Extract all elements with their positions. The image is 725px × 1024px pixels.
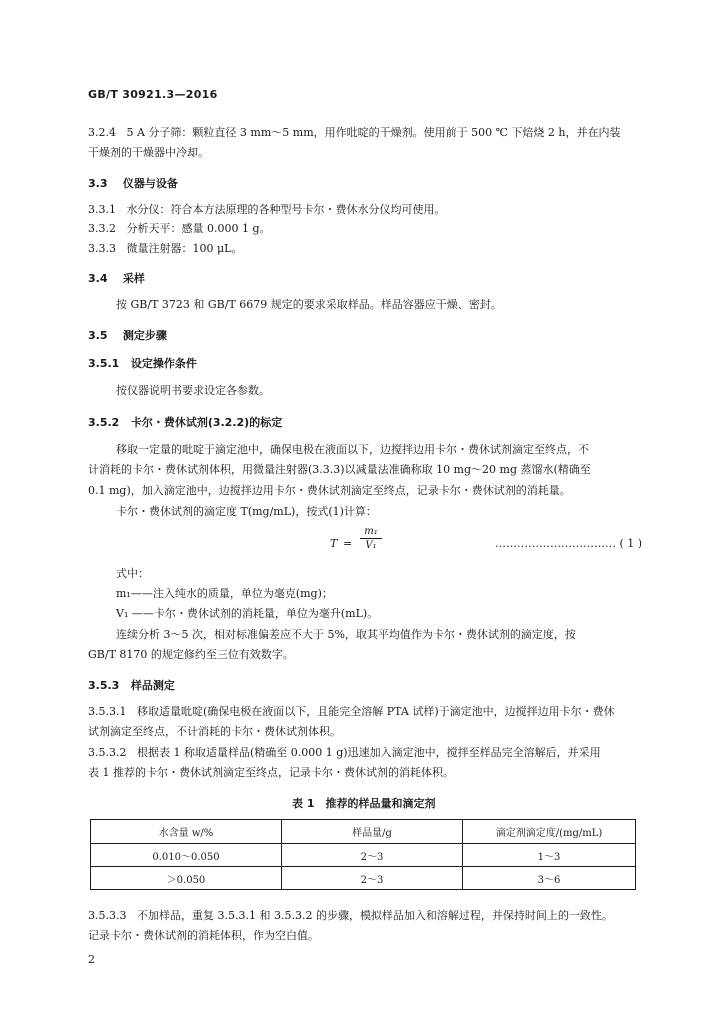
table-cell: 1～3 xyxy=(463,844,636,867)
clause-3-3-1 xyxy=(88,201,446,217)
clause-3-3-3 xyxy=(88,240,242,256)
section-3-5-heading xyxy=(88,327,167,343)
clause-number: 3.2.4 xyxy=(88,126,116,139)
clause-3-5-2-heading xyxy=(88,414,282,430)
section-title: 测定步骤 xyxy=(122,329,167,342)
table-cell: 3～6 xyxy=(463,867,636,890)
clause-3-2-4-continued: 干燥剂的干燥器中冷却。 xyxy=(88,146,209,159)
variable-v1-definition: V₁ ——卡尔・费休试剂的消耗量，单位为毫升(mL)。 xyxy=(116,607,379,620)
section-3-4-heading xyxy=(88,270,145,286)
clause-text: 根据表 1 称取适量样品(精确至 0.000 1 g)迅速加入滴定池中，搅拌至样品完全溶解后，并采用 xyxy=(136,746,601,759)
formula-numerator: m₁ xyxy=(364,526,378,537)
clause-number: 3.5.3.3 xyxy=(88,909,127,922)
clause-number: 3.3.1 xyxy=(88,203,116,216)
formula-equals: = xyxy=(343,537,353,550)
clause-text: 微量注射器：100 μL。 xyxy=(126,242,243,255)
clause-3-5-3-2-continued: 表 1 推荐的卡尔・费休试剂滴定至终点，记录卡尔・费休试剂的消耗体积。 xyxy=(88,766,454,779)
clause-text: 5 A 分子筛：颗粒直径 3 mm～5 mm，用作吡啶的干燥剂。使用前于 500 ℃ 下焙烧 2 h，并在内装 xyxy=(126,126,621,139)
clause-3-5-3-1 xyxy=(88,703,615,719)
formula-1 xyxy=(330,526,390,562)
clause-number: 3.5.2 xyxy=(88,416,120,429)
clause-number: 3.3.2 xyxy=(88,222,116,235)
section-number: 3.3 xyxy=(88,177,108,190)
table-header-cell: 滴定剂滴定度/(mg/mL) xyxy=(463,820,636,844)
clause-title: 样品测定 xyxy=(130,679,175,692)
table-cell: 2～3 xyxy=(282,867,463,890)
formula-lhs: T xyxy=(330,537,338,550)
clause-3-3-2 xyxy=(88,220,271,236)
where-label: 式中： xyxy=(116,567,149,580)
table-cell: ＞0.050 xyxy=(91,867,282,890)
section-title: 采样 xyxy=(122,272,145,285)
clause-3-5-3-1-continued: 试剂滴定至终点，不计消耗的卡尔・费休试剂体积。 xyxy=(88,725,341,738)
clause-number: 3.5.3 xyxy=(88,679,120,692)
table-cell: 0.010～0.050 xyxy=(91,844,282,867)
clause-number: 3.3.3 xyxy=(88,242,116,255)
clause-3-5-1-text: 按仪器说明书要求设定各参数。 xyxy=(116,384,270,397)
clause-text: 不加样品，重复 3.5.3.1 和 3.5.3.2 的步骤，模拟样品加入和溶解过程，并保持时间上的一致性。 xyxy=(136,909,613,922)
table-header-row xyxy=(91,820,636,844)
table-1-caption: 表 1 推荐的样品量和滴定剂 xyxy=(292,797,436,810)
table-header-cell: 样品量/g xyxy=(282,820,463,844)
standard-header: GB/T 30921.3—2016 xyxy=(88,88,218,101)
clause-number: 3.5.3.2 xyxy=(88,746,127,759)
clause-3-2-4 xyxy=(88,124,621,140)
clause-text: 移取适量吡啶(确保电极在液面以下，且能完全溶解 PTA 试样)于滴定池中，边搅拌边用卡尔・费休 xyxy=(136,705,615,718)
table-cell: 2～3 xyxy=(282,844,463,867)
table-row xyxy=(91,844,636,867)
calibration-para-line-3: 0.1 mg)，加入滴定池中，边搅拌边用卡尔・费休试剂滴定至终点，记录卡尔・费休试剂的消耗量。 xyxy=(88,484,571,497)
clause-text: 水分仪：符合本方法原理的各种型号卡尔・费休水分仪均可使用。 xyxy=(126,203,446,216)
page-number: 2 xyxy=(88,953,95,966)
section-title: 仪器与设备 xyxy=(122,177,178,190)
clause-3-5-3-3-continued: 记录卡尔・费休试剂的消耗体积，作为空白值。 xyxy=(88,929,319,942)
table-row xyxy=(91,867,636,890)
section-number: 3.4 xyxy=(88,272,108,285)
variable-m1-definition: m₁——注入纯水的质量，单位为毫克(mg)； xyxy=(116,587,333,600)
calibration-para-line-1: 移取一定量的吡啶于滴定池中，确保电极在液面以下，边搅拌边用卡尔・费休试剂滴定至终点，不 xyxy=(116,443,589,456)
clause-title: 设定操作条件 xyxy=(130,357,197,370)
sampling-text: 按 GB/T 3723 和 GB/T 6679 规定的要求采取样品。样品容器应干燥、密封。 xyxy=(116,298,502,311)
clause-3-5-3-heading xyxy=(88,677,175,693)
clause-number: 3.5.3.1 xyxy=(88,705,127,718)
formula-number: ( 1 ) xyxy=(619,537,643,550)
clause-3-5-1-heading xyxy=(88,355,197,371)
repeat-analysis-line-1: 连续分析 3～5 次，相对标准偏差应不大于 5%，取其平均值作为卡尔・费休试剂的滴定度，按 xyxy=(116,628,576,641)
formula-leader-and-number xyxy=(495,537,642,550)
clause-3-5-3-2 xyxy=(88,744,601,760)
formula-leader: …………………………… xyxy=(495,537,616,550)
repeat-analysis-line-2: GB/T 8170 的规定修约至三位有效数字。 xyxy=(88,648,294,661)
fraction-bar xyxy=(360,538,382,539)
calibration-para-line-2: 计消耗的卡尔・费休试剂体积，用微量注射器(3.3.3)以减量法准确称取 10 mg～20 mg 蒸馏水(精确至 xyxy=(88,463,591,476)
clause-number: 3.5.1 xyxy=(88,357,120,370)
titer-intro: 卡尔・费休试剂的滴定度 T(mg/mL)，按式(1)计算： xyxy=(116,505,377,518)
table-header-cell: 水含量 w/% xyxy=(91,820,282,844)
formula-denominator: V₁ xyxy=(365,540,377,551)
section-number: 3.5 xyxy=(88,329,108,342)
clause-title: 卡尔・费休试剂(3.2.2)的标定 xyxy=(130,416,283,429)
table-1 xyxy=(90,819,636,890)
clause-3-5-3-3 xyxy=(88,907,613,923)
formula-fraction xyxy=(360,526,382,551)
section-3-3-heading xyxy=(88,175,178,191)
clause-text: 分析天平：感量 0.000 1 g。 xyxy=(126,222,271,235)
